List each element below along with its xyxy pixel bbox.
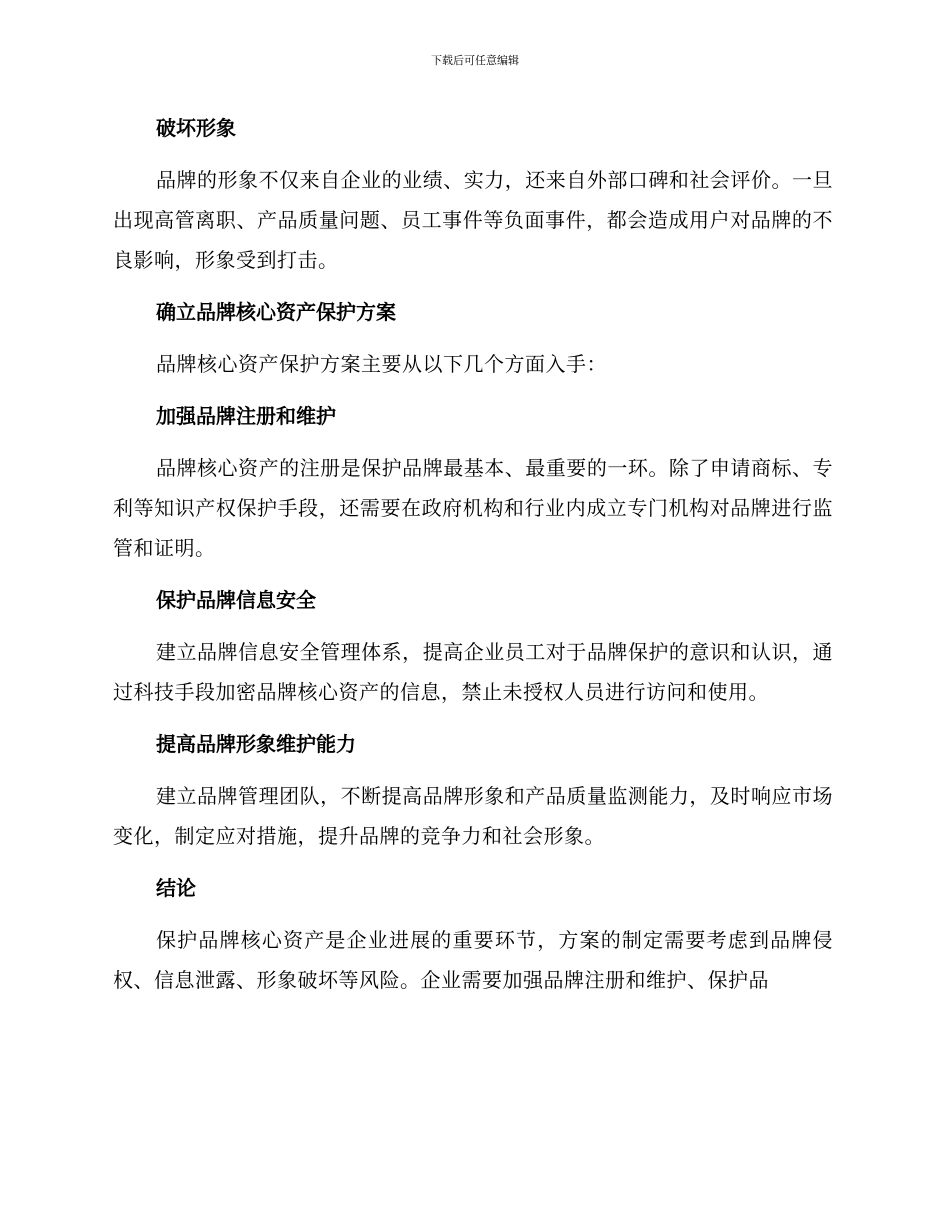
page-header: 下载后可任意编辑 bbox=[431, 54, 519, 67]
section-heading: 加强品牌注册和维护 bbox=[156, 404, 336, 428]
section-paragraph: 建立品牌管理团队，不断提高品牌形象和产品质量监测能力，及时响应市场变化，制定应对措施，提升品牌的竞争力和社会形象。 bbox=[113, 784, 833, 848]
section-protection-plan bbox=[113, 292, 833, 396]
section-heading: 结论 bbox=[156, 876, 196, 900]
section-heading: 确立品牌核心资产保护方案 bbox=[156, 300, 396, 324]
section-registration bbox=[113, 396, 833, 580]
section-conclusion bbox=[113, 868, 833, 1000]
section-paragraph: 建立品牌信息安全管理体系，提高企业员工对于品牌保护的意识和认识，通过科技手段加密品牌核心资产的信息，禁止未授权人员进行访问和使用。 bbox=[113, 640, 833, 704]
section-damage-image bbox=[113, 108, 833, 292]
section-heading: 破坏形象 bbox=[156, 116, 236, 140]
section-heading: 保护品牌信息安全 bbox=[156, 588, 316, 612]
section-paragraph: 品牌核心资产的注册是保护品牌最基本、最重要的一环。除了申请商标、专利等知识产权保护手段，还需要在政府机构和行业内成立专门机构对品牌进行监管和证明。 bbox=[113, 456, 833, 560]
section-paragraph: 品牌核心资产保护方案主要从以下几个方面入手： bbox=[156, 352, 607, 376]
document-body bbox=[113, 108, 833, 1000]
section-heading: 提高品牌形象维护能力 bbox=[156, 732, 356, 756]
section-image-maintenance bbox=[113, 724, 833, 868]
section-paragraph: 品牌的形象不仅来自企业的业绩、实力，还来自外部口碑和社会评价。一旦出现高管离职、产品质量问题、员工事件等负面事件，都会造成用户对品牌的不良影响，形象受到打击。 bbox=[113, 168, 833, 272]
section-info-security bbox=[113, 580, 833, 724]
section-paragraph: 保护品牌核心资产是企业进展的重要环节，方案的制定需要考虑到品牌侵权、信息泄露、形象破坏等风险。企业需要加强品牌注册和维护、保护品 bbox=[113, 928, 833, 992]
